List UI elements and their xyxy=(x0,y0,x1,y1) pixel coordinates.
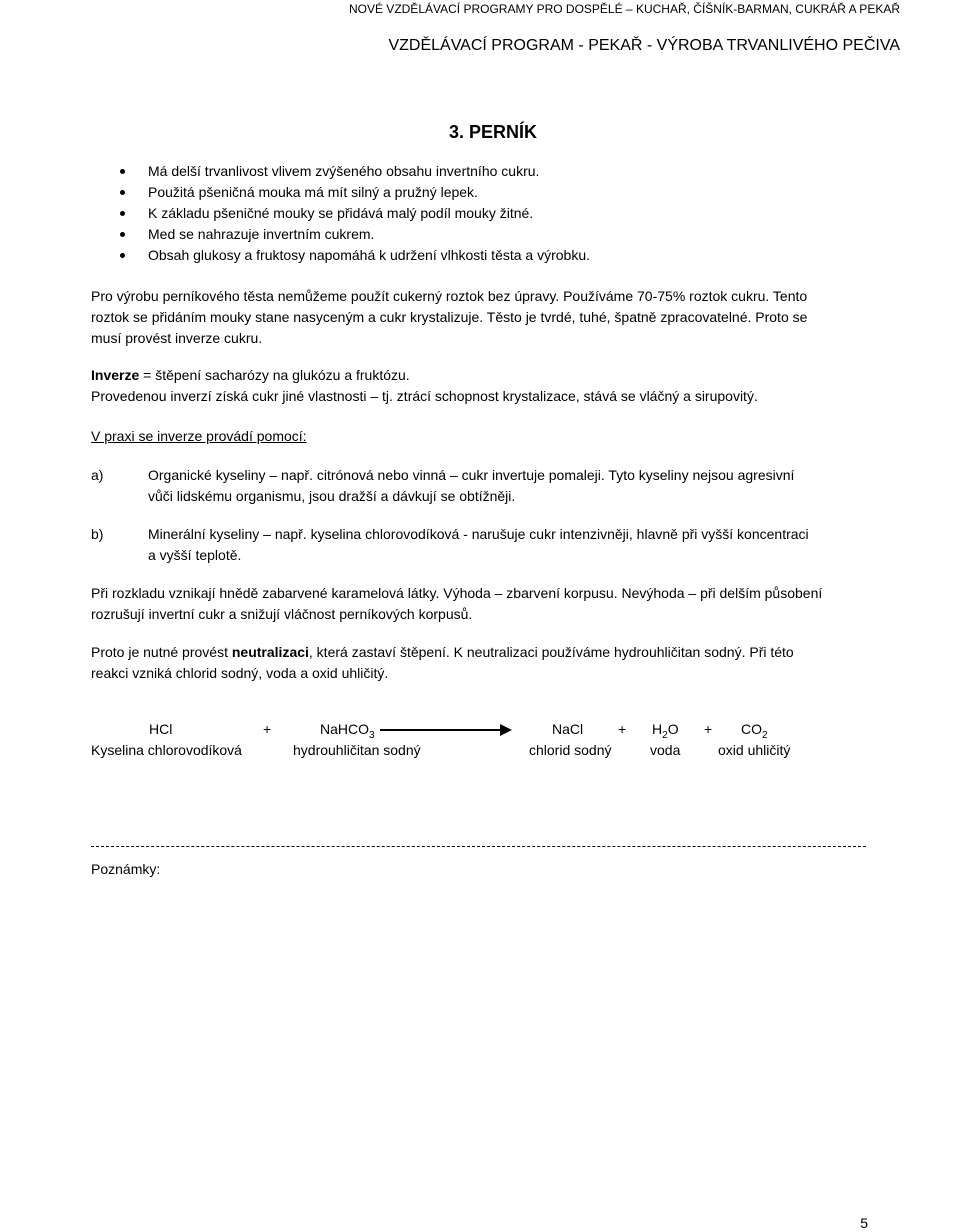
formula-text: CO xyxy=(741,721,762,737)
method-b xyxy=(91,524,809,566)
bullet-icon xyxy=(120,253,125,258)
inverze-definition xyxy=(91,365,758,386)
list-item xyxy=(120,205,590,226)
bullet-list xyxy=(120,163,590,268)
bullet-text: Použitá pšeničná mouka má mít silný a pružný lepek. xyxy=(148,184,478,200)
plus-sign: + xyxy=(618,721,627,737)
name-co2: oxid uhličitý xyxy=(718,742,791,758)
inverze-definition-text: = štěpení sacharózy na glukózu a fruktózu. xyxy=(139,367,410,383)
reaction-arrow-icon xyxy=(380,729,510,731)
formula-subscript: 3 xyxy=(369,729,375,741)
formula-text: O xyxy=(667,721,679,737)
list-item xyxy=(120,247,590,268)
name-nahco3: hydrouhličitan sodný xyxy=(293,742,421,758)
paragraph-intro xyxy=(91,286,807,349)
neutralizace-term: neutralizaci xyxy=(231,644,309,660)
header-series: NOVÉ VZDĚLÁVACÍ PROGRAMY PRO DOSPĚLÉ – KUCHAŘ, ČÍŠNÍK-BARMAN, CUKRÁŘ A PEKAŘ xyxy=(348,2,900,16)
bullet-text: Obsah glukosy a fruktosy napomáhá k udržení vlhkosti těsta a výrobku. xyxy=(148,247,591,263)
bullet-icon xyxy=(120,232,125,237)
formula-nahco3 xyxy=(320,721,375,741)
formula-subscript: 2 xyxy=(662,729,668,741)
paragraph-line: Pro výrobu perníkového těsta nemůžeme použít cukerný roztok bez úpravy. Používáme 70-75% roztok cukru. Tento xyxy=(91,288,808,304)
method-text: Minerální kyseliny – např. kyselina chlorovodíková - narušuje cukr intenzivněji, hlavně při vyšší koncentraci xyxy=(148,526,809,542)
plus-sign: + xyxy=(263,721,272,737)
paragraph-line: musí provést inverze cukru. xyxy=(91,330,263,346)
notes-label: Poznámky: xyxy=(91,861,161,877)
paragraph-line: Provedenou inverzí získá cukr jiné vlastnosti – tj. ztrácí schopnost krystalizace, stává se vláčný a sirupovitý. xyxy=(91,388,758,404)
list-item xyxy=(120,163,590,184)
name-nacl: chlorid sodný xyxy=(529,742,612,758)
paragraph-rozklad xyxy=(91,583,822,625)
bullet-icon xyxy=(120,169,125,174)
name-h2o: voda xyxy=(650,742,681,758)
bullet-icon xyxy=(120,211,125,216)
header-program: VZDĚLÁVACÍ PROGRAM - PEKAŘ - VÝROBA TRVANLIVÉHO PEČIVA xyxy=(388,37,900,54)
method-line: vůči lidskému organismu, jsou dražší a dávkují se obtížněji. xyxy=(148,488,516,504)
bullet-text: K základu pšeničné mouky se přidává malý podíl mouky žitné. xyxy=(148,205,534,221)
page-number: 5 xyxy=(860,1215,868,1231)
bullet-text: Med se nahrazuje invertním cukrem. xyxy=(148,226,375,242)
list-item xyxy=(120,184,590,205)
formula-hcl: HCl xyxy=(149,721,173,737)
method-line xyxy=(91,524,809,545)
formula-nacl: NaCl xyxy=(552,721,584,737)
method-text: Organické kyseliny – např. citrónová nebo vinná – cukr invertuje pomaleji. Tyto kyseliny nejsou agresivní xyxy=(148,467,795,483)
text-span: Proto je nutné provést xyxy=(91,644,232,660)
plus-sign: + xyxy=(704,721,713,737)
formula-h2o xyxy=(652,721,679,741)
paragraph-line: reakci vzniká chlorid sodný, voda a oxid uhličitý. xyxy=(91,665,389,681)
paragraph-line xyxy=(91,642,794,663)
formula-text: NaHCO xyxy=(320,721,370,737)
formula-text: H xyxy=(652,721,663,737)
text-span: , která zastaví štěpení. K neutralizaci používáme hydrouhličitan sodný. Při této xyxy=(308,644,794,660)
method-a xyxy=(91,465,794,507)
method-line xyxy=(91,465,794,486)
method-marker: b) xyxy=(91,526,104,542)
bullet-text: Má delší trvanlivost vlivem zvýšeného obsahu invertního cukru. xyxy=(148,163,540,179)
paragraph-inverze xyxy=(91,365,758,407)
method-line: a vyšší teplotě. xyxy=(148,547,242,563)
method-marker: a) xyxy=(91,467,104,483)
inverze-term: Inverze xyxy=(91,367,140,383)
paragraph-line: Při rozkladu vznikají hnědě zabarvené karamelová látky. Výhoda – zbarvení korpusu. Nevýhoda – při delším působení xyxy=(91,585,823,601)
bullet-icon xyxy=(120,190,125,195)
formula-subscript: 2 xyxy=(762,729,768,741)
section-title: 3. PERNÍK xyxy=(449,122,538,142)
notes-divider xyxy=(91,846,866,847)
praxi-heading: V praxi se inverze provádí pomocí: xyxy=(91,428,307,444)
list-item xyxy=(120,226,590,247)
paragraph-line: roztok se přidáním mouky stane nasyceným a cukr krystalizuje. Těsto je tvrdé, tuhé, špatně zpracovatelné. Proto se xyxy=(91,309,808,325)
paragraph-line: rozrušují invertní cukr a snižují vláčnost perníkových korpusů. xyxy=(91,606,473,622)
formula-co2 xyxy=(741,721,768,741)
paragraph-neutralizace xyxy=(91,642,794,684)
name-hcl: Kyselina chlorovodíková xyxy=(91,742,242,758)
